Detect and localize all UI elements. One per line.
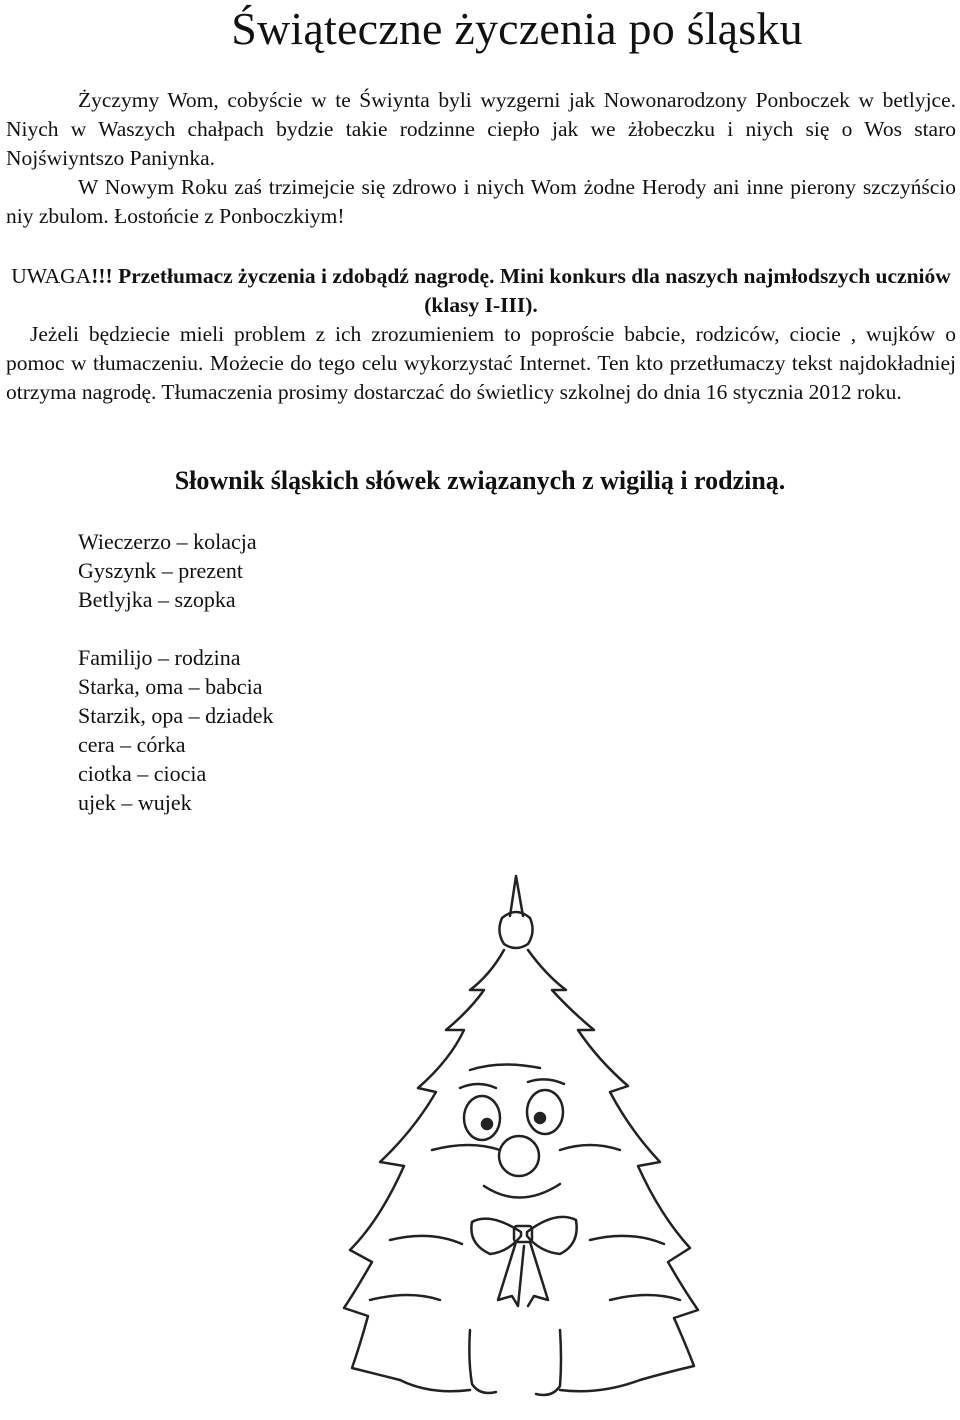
dictionary-entry: cera – córka — [78, 732, 186, 757]
dictionary-entry: Familijo – rodzina — [78, 645, 241, 670]
notice-text: !!! Przetłumacz życzenia i zdobądź nagrodę. Mini konkurs dla naszych najmłodszych uczniów (klasy I-III). — [91, 264, 951, 317]
dictionary-group-1 — [78, 527, 257, 614]
contest-notice — [6, 262, 956, 320]
christmas-tree-with-face-icon — [340, 870, 700, 1415]
dictionary-title: Słownik śląskich słówek związanych z wigilią i rodziną. — [174, 466, 786, 495]
notice-lead: UWAGA — [11, 264, 92, 288]
dictionary-entry: Starzik, opa – dziadek — [78, 703, 274, 728]
dictionary-group-2 — [78, 643, 274, 817]
dictionary-entry: Gyszynk – prezent — [78, 558, 243, 583]
dictionary-entry: ujek – wujek — [78, 790, 192, 815]
dictionary-entry: ciotka – ciocia — [78, 761, 207, 786]
dictionary-entry: Betlyjka – szopka — [78, 587, 236, 612]
page-title: Świąteczne życzenia po śląsku — [231, 3, 803, 54]
dictionary-entry: Starka, oma – babcia — [78, 674, 263, 699]
dictionary-entry: Wieczerzo – kolacja — [78, 529, 257, 554]
contest-instructions: Jeżeli będziecie mieli problem z ich zrozumieniem to poproście babcie, rodziców, ciocie , wujków o pomoc w tłumaczeniu. Możecie do tego celu wykorzystać Internet. Ten kto przetłumaczy tekst najdokładniej otrzyma nagrodę. Tłumaczenia prosimy dostarczać do świetlicy szkolnej do dnia 16 stycznia 2012 roku. — [6, 322, 956, 404]
greeting-paragraph-2: W Nowym Roku zaś trzimejcie się zdrowo i niych Wom żodne Herody ani inne pierony szczyńścio niy zbulom. Łostońcie z Ponboczkiym! — [6, 175, 956, 228]
greeting-paragraph-1: Życzymy Wom, cobyście w te Świynta byli wyzgerni jak Nowonarodzony Ponboczek w betlyjce. Niych w Waszych chałpach bydzie takie rodzinne ciepło jak we żłobeczku i niych się o Wos staro Nojświyntszo Paniynka. — [6, 88, 956, 170]
